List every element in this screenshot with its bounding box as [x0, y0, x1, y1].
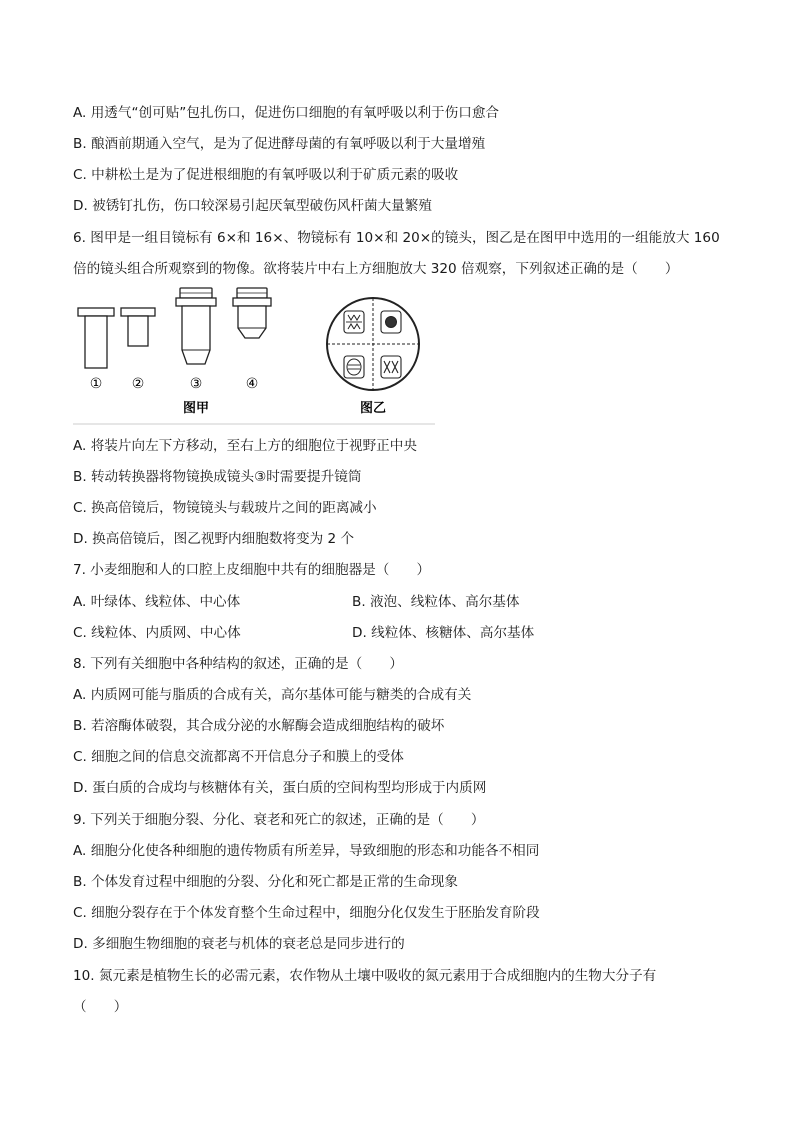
- q9-stem: 9. 下列关于细胞分裂、分化、衰老和死亡的叙述，正确的是（ ）: [73, 812, 485, 828]
- q6-figure: [73, 284, 435, 426]
- figure-caption-jia: 图甲: [182, 401, 210, 416]
- q7-option-d: D. 线粒体、核糖体、高尔基体: [352, 625, 535, 641]
- lens-label-3: ③: [189, 376, 203, 392]
- q8-option-b: B. 若溶酶体破裂，其合成分泌的水解酶会造成细胞结构的破坏: [73, 718, 445, 734]
- microscope-figure: [73, 284, 435, 426]
- cell-bottom-left: [344, 356, 364, 378]
- q7-option-c: C. 线粒体、内质网、中心体: [73, 625, 241, 641]
- lens-label-2: ②: [131, 376, 145, 392]
- q10-stem-line2: （ ）: [73, 999, 128, 1015]
- q7-stem: 7. 小麦细胞和人的口腔上皮细胞中共有的细胞器是（ ）: [73, 562, 431, 578]
- eyepiece-lens-1: [78, 308, 114, 368]
- q6-stem-line1: 6. 图甲是一组目镜标有 6×和 16×、物镜标有 10×和 20×的镜头，图乙是在图甲中选用的一组能放大 160: [73, 230, 720, 246]
- q5-option-d: D. 被锈钉扎伤，伤口较深易引起厌氧型破伤风杆菌大量繁殖: [73, 198, 432, 214]
- q6-option-d: D. 换高倍镜后，图乙视野内细胞数将变为 2 个: [73, 531, 355, 547]
- q7-option-a: A. 叶绿体、线粒体、中心体: [73, 594, 241, 610]
- q8-option-a: A. 内质网可能与脂质的合成有关，高尔基体可能与糖类的合成有关: [73, 687, 472, 703]
- q9-option-d: D. 多细胞生物细胞的衰老与机体的衰老总是同步进行的: [73, 936, 405, 952]
- objective-lens-4: [233, 288, 271, 338]
- q6-option-a: A. 将装片向左下方移动，至右上方的细胞位于视野正中央: [73, 438, 417, 454]
- q5-option-a: A. 用透气“创可贴”包扎伤口，促进伤口细胞的有氧呼吸以利于伤口愈合: [73, 105, 500, 121]
- objective-lens-3: [176, 288, 216, 364]
- q8-option-c: C. 细胞之间的信息交流都离不开信息分子和膜上的受体: [73, 749, 404, 765]
- q8-stem: 8. 下列有关细胞中各种结构的叙述，正确的是（ ）: [73, 656, 403, 672]
- q7-option-b: B. 液泡、线粒体、高尔基体: [352, 594, 520, 610]
- q10-stem-line1: 10. 氮元素是植物生长的必需元素，农作物从土壤中吸收的氮元素用于合成细胞内的生物大分子有: [73, 968, 657, 984]
- q9-option-a: A. 细胞分化使各种细胞的遗传物质有所差异，导致细胞的形态和功能各不相同: [73, 843, 540, 859]
- q5-option-c: C. 中耕松土是为了促进根细胞的有氧呼吸以利于矿质元素的吸收: [73, 167, 459, 183]
- eyepiece-lens-2: [121, 308, 155, 346]
- cell-top-right: [381, 311, 401, 333]
- q9-option-c: C. 细胞分裂存在于个体发育整个生命过程中，细胞分化仅发生于胚胎发育阶段: [73, 905, 540, 921]
- lens-label-4: ④: [245, 376, 259, 392]
- q6-stem-line2: 倍的镜头组合所观察到的物像。欲将装片中右上方细胞放大 320 倍观察，下列叙述正确的是（ ）: [73, 261, 679, 277]
- q5-option-b: B. 酿酒前期通入空气，是为了促进酵母菌的有氧呼吸以利于大量增殖: [73, 136, 486, 152]
- q6-option-c: C. 换高倍镜后，物镜镜头与载玻片之间的距离减小: [73, 500, 377, 516]
- q8-option-d: D. 蛋白质的合成均与核糖体有关，蛋白质的空间构型均形成于内质网: [73, 780, 487, 796]
- figure-caption-yi: 图乙: [359, 401, 387, 416]
- cell-top-left: [344, 311, 364, 333]
- lens-label-1: ①: [89, 376, 103, 392]
- q9-option-b: B. 个体发育过程中细胞的分裂、分化和死亡都是正常的生命现象: [73, 874, 458, 890]
- cell-bottom-right: [381, 356, 401, 378]
- q6-option-b: B. 转动转换器将物镜换成镜头③时需要提升镜筒: [73, 469, 362, 485]
- field-of-view: [327, 298, 419, 390]
